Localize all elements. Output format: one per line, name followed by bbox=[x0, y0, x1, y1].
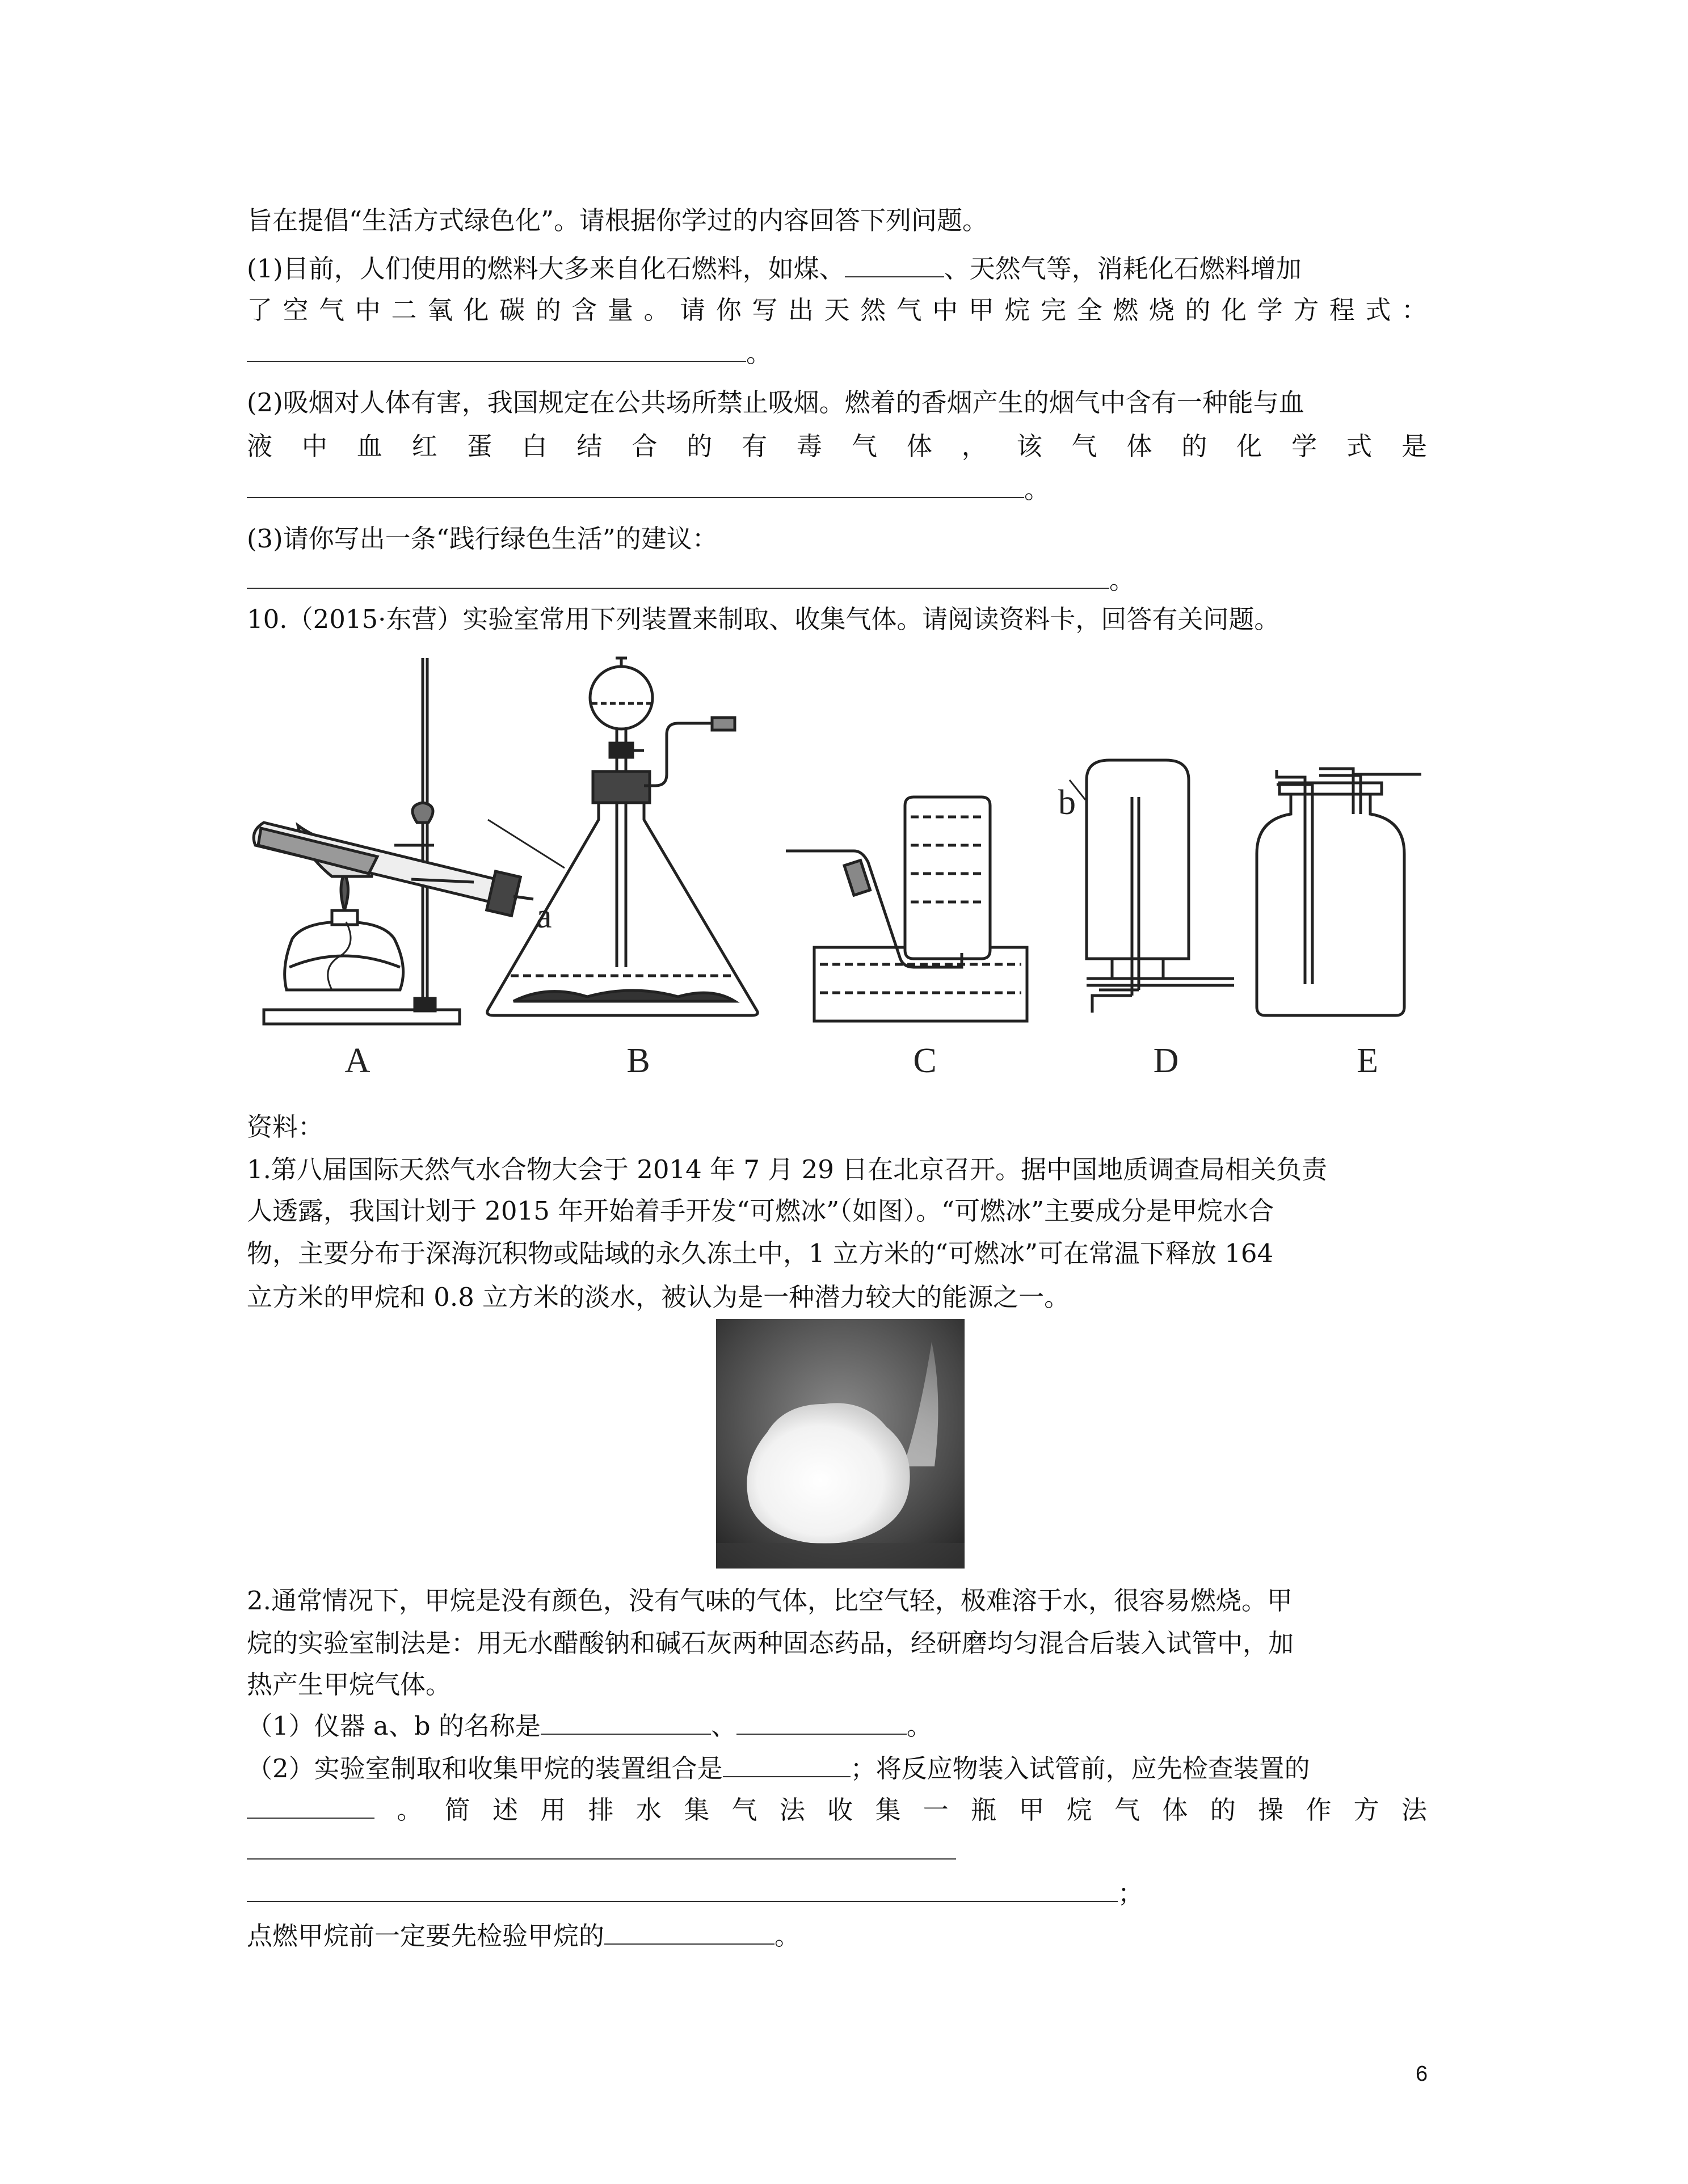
q9-part2-line2: 液中血红蛋白结合的有毒气体，该气体的化学式是 bbox=[247, 431, 1427, 461]
material1-line1: 1.第八届国际天然气水合物大会于 2014 年 7 月 29 日在北京召开。据中国地质调查局相关负责 bbox=[247, 1154, 1328, 1184]
answer-blank[interactable] bbox=[247, 1832, 956, 1860]
apparatus-figure bbox=[247, 650, 1427, 1086]
intro-text: 旨在提倡“生活方式绿色化”。请根据你学过的内容回答下列问题。 bbox=[247, 205, 988, 235]
label-D: D bbox=[1153, 1042, 1179, 1080]
answer-blank[interactable] bbox=[723, 1750, 851, 1777]
q10-sub2-line2: 。简述用排水集气法收集一瓶甲烷气体的操作方法 bbox=[247, 1791, 1427, 1828]
q10-sub3: 点燃甲烷前一定要先检验甲烷的 。 bbox=[247, 1917, 800, 1954]
combustible-ice-photo bbox=[716, 1319, 965, 1569]
q9-part2-line1: (2)吸烟对人体有害，我国规定在公共场所禁止吸烟。燃着的香烟产生的烟气中含有一种能与血 bbox=[247, 387, 1304, 418]
q9-part2-line3: 。 bbox=[247, 471, 1050, 508]
label-C: C bbox=[913, 1042, 937, 1080]
q10-stem: 10.（2015·东营）实验室常用下列装置来制取、收集气体。请阅读资料卡，回答有关问题。 bbox=[247, 604, 1280, 634]
material-title: 资料： bbox=[247, 1112, 324, 1142]
label-E: E bbox=[1357, 1042, 1378, 1080]
q10-sub2-line4: ； bbox=[247, 1875, 1143, 1912]
q9-part1-line1: (1)目前，人们使用的燃料大多来自化石燃料，如煤、 、天然气等，消耗化石燃料增加 bbox=[247, 250, 1302, 287]
material2-line1: 2.通常情况下，甲烷是没有颜色，没有气味的气体，比空气轻，极难溶于水，很容易燃烧。甲 bbox=[247, 1586, 1293, 1616]
apparatus-b bbox=[487, 658, 757, 1015]
answer-blank[interactable] bbox=[604, 1917, 774, 1945]
answer-blank[interactable] bbox=[247, 562, 1109, 589]
answer-blank[interactable] bbox=[541, 1707, 711, 1735]
answer-blank[interactable] bbox=[247, 1875, 1118, 1902]
apparatus-e bbox=[1257, 769, 1421, 1015]
apparatus-a bbox=[254, 658, 533, 1024]
q9-part1-line3: 。 bbox=[247, 335, 772, 372]
page-number: 6 bbox=[1416, 2062, 1428, 2086]
label-A: A bbox=[344, 1042, 371, 1080]
answer-blank[interactable] bbox=[845, 250, 944, 277]
label-b: b bbox=[1058, 783, 1076, 822]
answer-blank[interactable] bbox=[247, 471, 1024, 498]
material1-line4: 立方米的甲烷和 0.8 立方米的淡水，被认为是一种潜力较大的能源之一。 bbox=[247, 1282, 1070, 1312]
answer-blank[interactable] bbox=[247, 1791, 374, 1819]
label-a: a bbox=[536, 897, 552, 935]
q9-part1-line2: 了空气中二氧化碳的含量。请你写出天然气中甲烷完全燃烧的化学方程式： bbox=[247, 295, 1427, 325]
q10-sub2-line3 bbox=[247, 1832, 956, 1869]
answer-blank[interactable] bbox=[247, 335, 746, 362]
q9-part3-line1: (3)请你写出一条“践行绿色生活”的建议： bbox=[247, 524, 718, 554]
material2-line2: 烷的实验室制法是：用无水醋酸钠和碱石灰两种固态药品，经研磨均匀混合后装入试管中，加 bbox=[247, 1628, 1294, 1658]
label-B: B bbox=[626, 1042, 650, 1080]
answer-blank[interactable] bbox=[736, 1707, 907, 1735]
q9-part3-line2: 。 bbox=[247, 562, 1135, 598]
q10-sub1: （1）仪器 a、b 的名称是 、 。 bbox=[247, 1707, 932, 1744]
material1-line2: 人透露，我国计划于 2015 年开始着手开发“可燃冰”（如图）。“可燃冰”主要成分是甲烷水合 bbox=[247, 1196, 1274, 1226]
material2-line3: 热产生甲烷气体。 bbox=[247, 1669, 452, 1700]
apparatus-d bbox=[1070, 760, 1234, 1013]
q10-sub2-line1: （2）实验室制取和收集甲烷的装置组合是 ；将反应物装入试管前，应先检查装置的 bbox=[247, 1750, 1310, 1787]
apparatus-c bbox=[786, 797, 1027, 1021]
material1-line3: 物，主要分布于深海沉积物或陆域的永久冻土中，1 立方米的“可燃冰”可在常温下释放 164 bbox=[247, 1238, 1274, 1268]
